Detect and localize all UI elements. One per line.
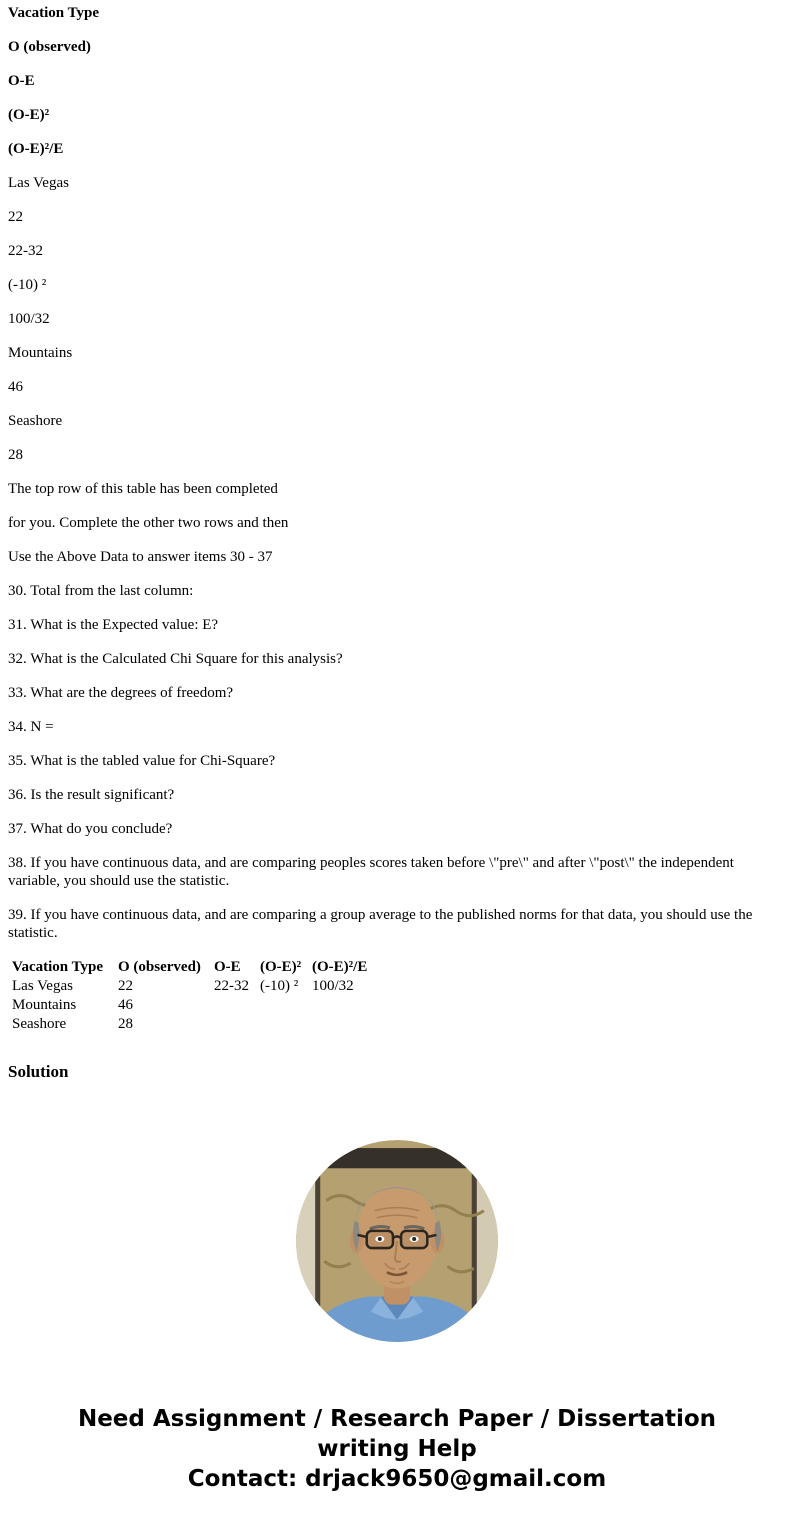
footer — [8, 1404, 786, 1494]
cell-o-minus-e — [212, 996, 258, 1015]
cell-vacation-type: Seashore — [12, 1016, 67, 1032]
tutor-photo — [296, 1140, 498, 1342]
table-header-o-minus-e-squared-over-e: (O-E)²/E — [312, 959, 368, 975]
chi-square-table — [10, 958, 373, 1034]
stacked-value-minus-10-squared: (-10) ² — [8, 277, 47, 293]
photo-container — [8, 1140, 786, 1342]
solution-heading: Solution — [8, 1062, 69, 1081]
footer-help-text: Need Assignment / Research Paper / Dissertation writing Help — [77, 1406, 717, 1462]
table-row-mountains — [10, 996, 373, 1015]
cell-o-minus-e-squared-over-e — [310, 996, 373, 1015]
stacked-value-22-32: 22-32 — [8, 243, 43, 259]
note-line-2: for you. Complete the other two rows and then — [8, 515, 289, 531]
cell-o-minus-e-squared — [258, 1015, 310, 1034]
question-38: 38. If you have continuous data, and are comparing peoples scores taken before \"pre\" and after \"post\" the independent variable, you should use the statistic. — [8, 855, 734, 889]
table-header-o-minus-e: O-E — [214, 959, 241, 975]
cell-vacation-type: Mountains — [12, 997, 77, 1013]
cell-o-minus-e: 22-32 — [214, 978, 249, 994]
stacked-value-28: 28 — [8, 447, 23, 463]
cell-o-minus-e-squared: (-10) ² — [260, 978, 299, 994]
cell-o-minus-e-squared-over-e: 100/32 — [312, 978, 354, 994]
stacked-header-o-minus-e-squared-over-e: (O-E)²/E — [8, 141, 64, 157]
stacked-value-mountains: Mountains — [8, 345, 73, 361]
cell-vacation-type: Las Vegas — [12, 978, 73, 994]
table-row-seashore — [10, 1015, 373, 1034]
table-header-o-minus-e-squared: (O-E)² — [260, 959, 302, 975]
stacked-header-o-minus-e: O-E — [8, 73, 35, 89]
stacked-header-observed: O (observed) — [8, 39, 91, 55]
cell-o-minus-e-squared — [258, 996, 310, 1015]
stacked-value-seashore: Seashore — [8, 413, 63, 429]
table-row-las-vegas — [10, 977, 373, 996]
stacked-header-o-minus-e-squared: (O-E)² — [8, 107, 50, 123]
question-34: 34. N = — [8, 719, 54, 735]
question-37: 37. What do you conclude? — [8, 821, 173, 837]
stacked-value-las-vegas: Las Vegas — [8, 175, 69, 191]
cell-observed: 28 — [118, 1016, 133, 1032]
note-line-1: The top row of this table has been completed — [8, 481, 278, 497]
table-header-row — [10, 958, 373, 977]
question-31: 31. What is the Expected value: E? — [8, 617, 219, 633]
note-line-3: Use the Above Data to answer items 30 - 37 — [8, 549, 273, 565]
stacked-value-100-over-32: 100/32 — [8, 311, 50, 327]
question-33: 33. What are the degrees of freedom? — [8, 685, 234, 701]
cell-observed: 46 — [118, 997, 133, 1013]
cell-o-minus-e-squared-over-e — [310, 1015, 373, 1034]
cell-observed: 22 — [118, 978, 133, 994]
table-header-observed: O (observed) — [118, 959, 201, 975]
table-header-vacation-type: Vacation Type — [12, 959, 103, 975]
footer-contact-email: Contact: drjack9650@gmail.com — [187, 1466, 607, 1492]
stacked-value-46: 46 — [8, 379, 23, 395]
question-36: 36. Is the result significant? — [8, 787, 175, 803]
cell-o-minus-e — [212, 1015, 258, 1034]
question-35: 35. What is the tabled value for Chi-Square? — [8, 753, 276, 769]
stacked-value-22: 22 — [8, 209, 23, 225]
question-39: 39. If you have continuous data, and are comparing a group average to the published norms for that data, you should use the statistic. — [8, 907, 753, 941]
question-32: 32. What is the Calculated Chi Square for this analysis? — [8, 651, 343, 667]
question-30: 30. Total from the last column: — [8, 583, 194, 599]
stacked-header-vacation-type: Vacation Type — [8, 5, 99, 21]
